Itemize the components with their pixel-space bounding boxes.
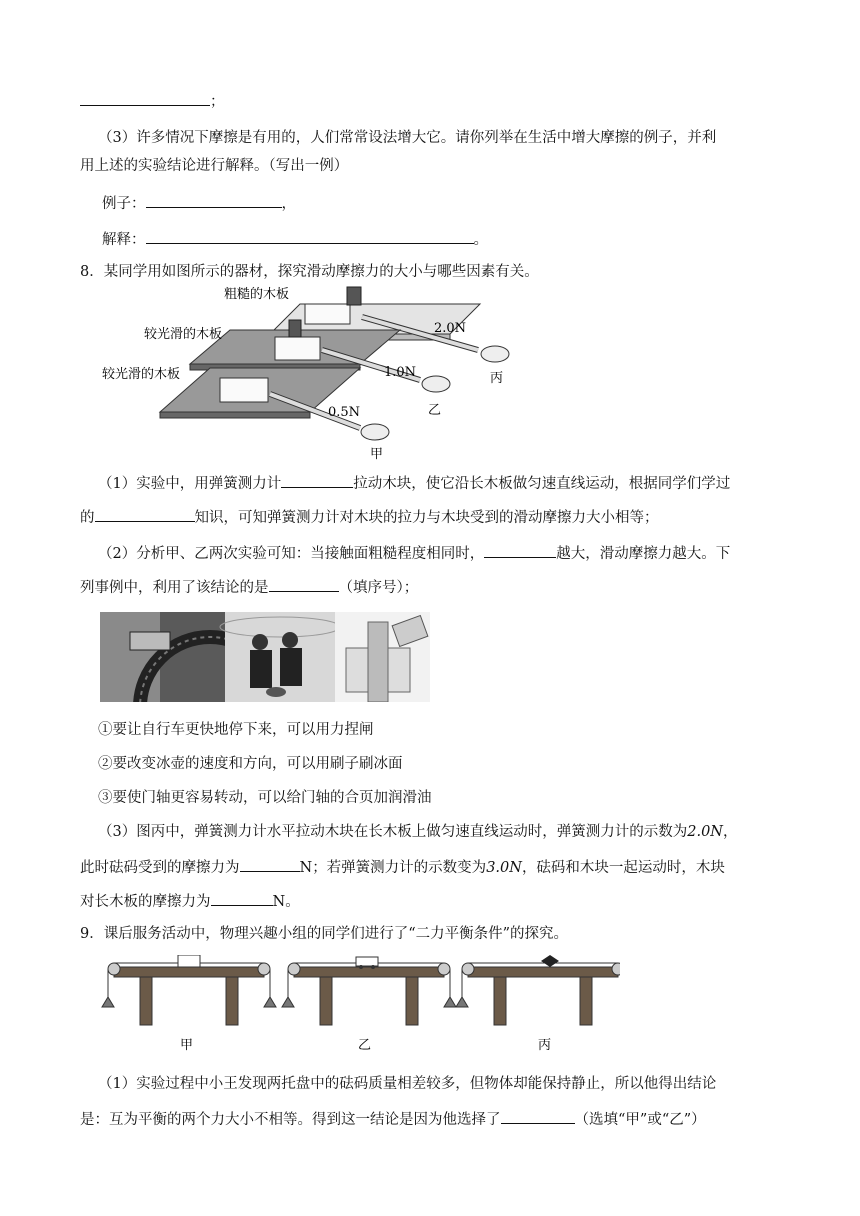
q8-part3-line1: （3）图丙中，弹簧测力计水平拉动木块在长木板上做匀速直线运动时，弹簧测力计的示数为2.0N， <box>98 824 738 840</box>
q8-part2-line1: （2）分析甲、乙两次实验可知：当接触面粗糙程度相同时， 越大，滑动摩擦力越大。下 <box>98 542 730 564</box>
friction-experiment-figure <box>100 282 520 462</box>
two-force-balance-figure <box>100 955 620 1055</box>
label-rough-board: 粗糙的木板 <box>224 287 290 302</box>
answer-blank[interactable] <box>211 890 273 906</box>
punctuation: ， <box>281 196 296 212</box>
curling-photo <box>220 612 340 702</box>
label-smooth-board-mid: 较光滑的木板 <box>144 327 223 342</box>
q8-stem: 8．某同学用如图所示的器材，探究滑动摩擦力的大小与哪些因素有关。 <box>80 264 539 280</box>
force-value: 3.0N <box>486 860 522 876</box>
force-bing: 2.0N <box>434 321 467 336</box>
label-bing: 丙 <box>490 371 504 386</box>
q8-part2-line2: 列事例中，利用了该结论的是 （填序号）； <box>80 576 418 598</box>
force-value: 2.0N <box>687 824 723 840</box>
q8-part1-line1: （1）实验中，用弹簧测力计 拉动木块，使它沿长木板做匀速直线运动，根据同学们学过 <box>98 472 730 494</box>
force-jia: 0.5N <box>328 405 361 420</box>
q9-part1-line1: （1）实验过程中小王发现两托盘中的砝码质量相差较多，但物体却能保持静止，所以他得出结论 <box>98 1076 717 1092</box>
q8-option-1: ①要让自行车更快地停下来，可以用力捏闸 <box>98 722 374 738</box>
example-blank[interactable] <box>146 192 282 208</box>
table-yi <box>282 957 456 1025</box>
q8-part3-line3: 对长木板的摩擦力为 N。 <box>80 890 300 912</box>
answer-blank[interactable] <box>281 472 353 488</box>
q8-option-2: ②要改变冰壶的速度和方向，可以用刷子刷冰面 <box>98 756 403 772</box>
table-jia <box>102 955 276 1025</box>
label-jia: 甲 <box>370 447 384 462</box>
door-hinge-photo <box>335 612 430 702</box>
answer-blank[interactable] <box>95 506 195 522</box>
label-smooth-board-bot: 较光滑的木板 <box>102 367 181 382</box>
answer-blank[interactable] <box>484 542 556 558</box>
q8-option-3: ③要使门轴更容易转动，可以给门轴的合页加润滑油 <box>98 790 432 806</box>
punctuation: 。 <box>473 232 488 248</box>
label-jia: 甲 <box>180 1038 194 1053</box>
q9-stem: 9．课后服务活动中，物理兴趣小组的同学们进行了“二力平衡条件”的探究。 <box>80 926 569 942</box>
explain-blank[interactable] <box>146 228 474 244</box>
example-photos <box>100 612 430 702</box>
label-yi: 乙 <box>428 403 442 418</box>
q7-example-line <box>102 192 296 214</box>
q8-part3-line2: 此时砝码受到的摩擦力为 N；若弹簧测力计的示数变为3.0N，砝码和木块一起运动时，木块 <box>80 856 725 878</box>
force-yi: 1.0N <box>384 365 417 380</box>
label-yi: 乙 <box>358 1038 372 1053</box>
q7-part3-line1: （3）许多情况下摩擦是有用的，人们常常设法增大它。请你列举在生活中增大摩擦的例子，并利 <box>98 130 717 146</box>
answer-blank[interactable] <box>501 1108 575 1124</box>
explain-label: 解释： <box>102 232 146 248</box>
q7-blank-line <box>80 90 225 112</box>
board-jia <box>160 368 389 440</box>
table-bing <box>456 955 620 1025</box>
answer-blank[interactable] <box>80 90 210 106</box>
q8-part1-line2: 的 知识，可知弹簧测力计对木块的拉力与木块受到的滑动摩擦力大小相等； <box>80 506 659 528</box>
label-bing: 丙 <box>538 1038 552 1053</box>
punctuation: ； <box>210 94 225 110</box>
q9-part1-line2: 是：互为平衡的两个力大小不相等。得到这一结论是因为他选择了 （选填“甲”或“乙”） <box>80 1108 706 1130</box>
answer-blank[interactable] <box>269 576 339 592</box>
q7-part3-line2: 用上述的实验结论进行解释。（写出一例） <box>80 158 349 174</box>
answer-blank[interactable] <box>240 856 300 872</box>
example-label: 例子： <box>102 196 146 212</box>
q7-explain-line <box>102 228 488 250</box>
